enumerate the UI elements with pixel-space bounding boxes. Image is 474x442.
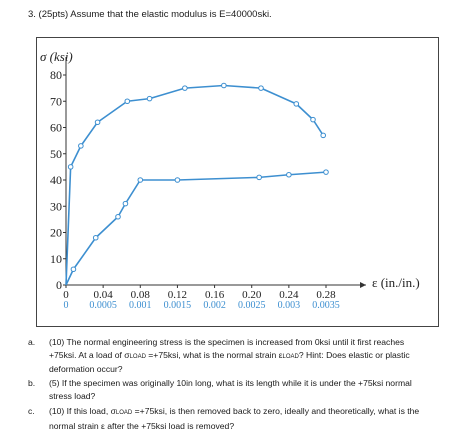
y-tick-label: 80 [50, 68, 62, 82]
y-tick-label: 10 [50, 251, 62, 266]
question-a-line: deformation occur? [49, 364, 123, 374]
x-upper-tick-label: 0.08 [130, 289, 150, 301]
x-upper-tick-label: 0.28 [316, 289, 336, 301]
lower-curve-point [324, 170, 329, 175]
question-a-text [49, 336, 465, 376]
y-tick-label: 20 [50, 225, 62, 240]
x-axis-arrow [360, 282, 366, 288]
x-upper-tick-label: 0.20 [242, 289, 262, 301]
y-tick-label: 30 [50, 199, 62, 214]
question-c-text [49, 405, 465, 432]
x-lower-tick-label: 0.0015 [163, 300, 192, 311]
lower-curve-point [138, 178, 143, 183]
lower-curve [66, 172, 326, 285]
upper-curve-point [321, 133, 326, 138]
upper-curve-point [79, 144, 84, 149]
upper-curve-point [147, 96, 152, 101]
y-tick-label: 70 [50, 94, 62, 109]
x-lower-tick-label: 0 [63, 300, 69, 311]
question-title: 3. (25pts) Assume that the elastic modulus is E=40000ski. [28, 9, 272, 20]
y-tick-label: 50 [50, 146, 62, 161]
lower-curve-point [123, 201, 128, 206]
upper-curve-point [183, 86, 188, 91]
x-upper-tick-label: 0 [63, 289, 69, 301]
question-a-line: (10) The normal engineering stress is the specimen is increased from 0ksi until it first reaches [49, 337, 405, 347]
lower-curve-point [287, 172, 292, 177]
question-c-line: (10) If this load, σLOAD =+75ksi, is then removed back to zero, ideally and theoretically, what is the [49, 406, 420, 416]
lower-curve-point [71, 267, 76, 272]
x-lower-tick-label: 0.0035 [312, 300, 340, 311]
x-upper-tick-label: 0.16 [204, 289, 225, 301]
upper-curve-point [125, 99, 130, 104]
stress-strain-chart [36, 37, 439, 327]
lower-curve-point [116, 214, 121, 219]
y-tick-label: 0 [56, 278, 62, 292]
lower-curve-point [257, 175, 262, 180]
question-b-label: b. [28, 378, 36, 388]
question-a-line: +75ksi. At a load of σLOAD =+75ksi, what is the normal strain εLOAD? Hint: Does elastic or plastic [49, 349, 410, 360]
x-upper-tick-label: 0.04 [93, 289, 113, 301]
x-lower-tick-label: 0.002 [203, 300, 226, 311]
upper-curve [66, 86, 323, 286]
y-axis-label: σ (ksi) [40, 49, 73, 64]
upper-curve-point [259, 86, 264, 91]
x-lower-tick-label: 0.003 [277, 300, 301, 311]
question-b-text [49, 377, 465, 402]
question-b-line: (5) If the specimen was originally 10in long, what is its length while it is under the +75ksi normal [49, 378, 412, 388]
lower-curve-point [175, 178, 180, 183]
question-c-label: c. [28, 406, 35, 416]
lower-curve-point [93, 235, 98, 240]
y-tick-label: 40 [50, 173, 62, 187]
question-a-label: a. [28, 337, 36, 347]
upper-curve-point [311, 117, 316, 122]
x-upper-tick-label: 0.12 [167, 289, 188, 301]
upper-curve-point [222, 83, 227, 88]
y-tick-label: 60 [50, 120, 62, 135]
upper-curve-point [294, 102, 299, 107]
x-lower-tick-label: 0.001 [129, 300, 152, 311]
x-lower-tick-label: 0.0025 [237, 300, 266, 311]
question-c-line: normal strain ε after the +75ksi load is removed? [49, 420, 235, 431]
x-upper-tick-label: 0.24 [279, 289, 299, 301]
upper-curve-point [95, 120, 100, 125]
x-lower-tick-label: 0.0005 [89, 300, 117, 311]
question-b-line: stress load? [49, 390, 96, 401]
upper-curve-point [68, 165, 73, 170]
x-axis-label: ε (in./in.) [372, 275, 420, 290]
